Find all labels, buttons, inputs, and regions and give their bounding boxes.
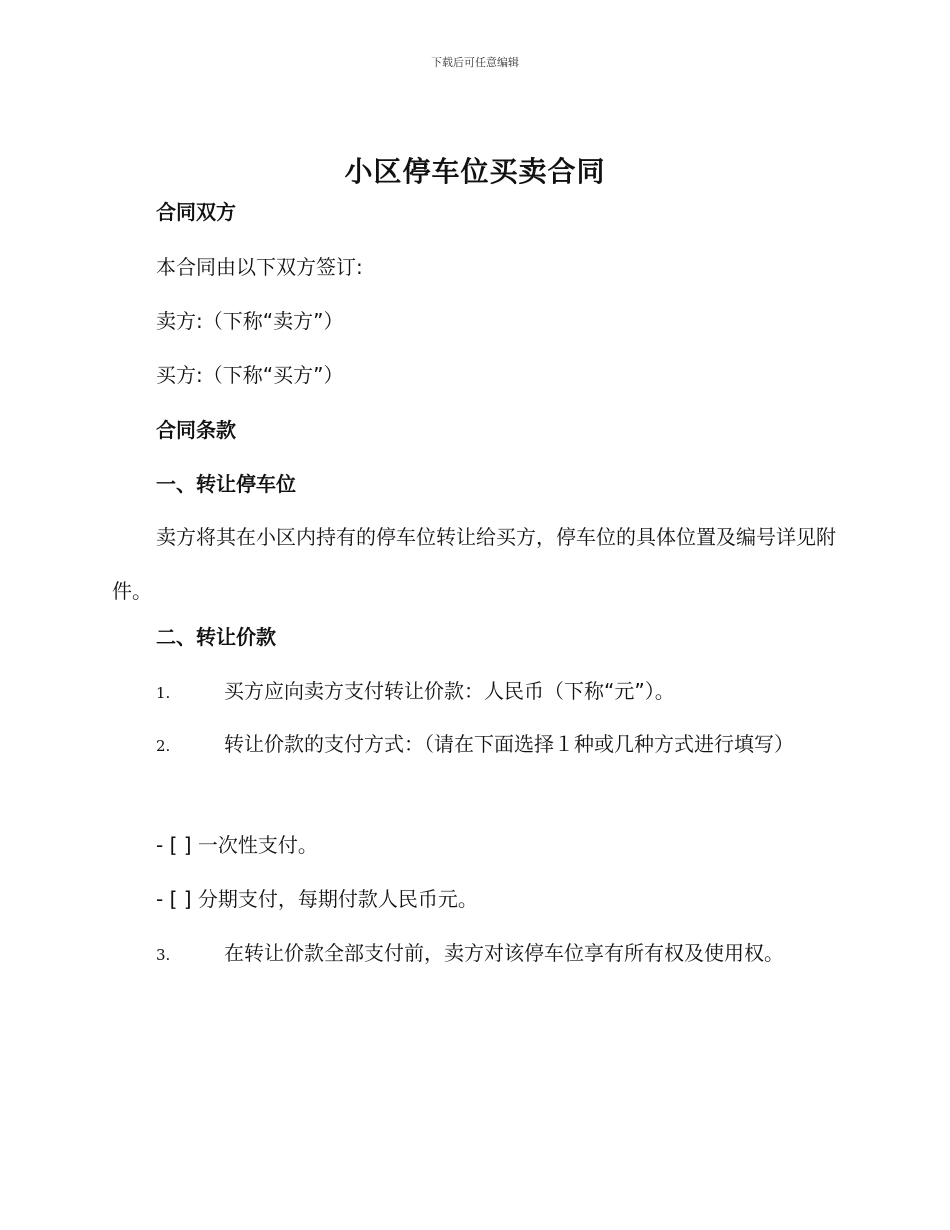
seller-line: 卖方:（下称“卖方”） xyxy=(156,309,344,333)
item-number: 2. xyxy=(156,737,171,755)
item-number: 3. xyxy=(156,946,171,964)
price-item-3 xyxy=(112,930,842,978)
price-item-1 xyxy=(112,668,842,716)
item-text: 转让价款的支付方式：（请在下面选择１种或几种方式进行填写） xyxy=(224,732,794,756)
parties-intro: 本合同由以下双方签订: xyxy=(156,255,363,279)
item-text: 在转让价款全部支付前，卖方对该停车位享有所有权及使用权。 xyxy=(224,941,784,965)
terms-heading: 合同条款 xyxy=(156,418,236,442)
parties-heading: 合同双方 xyxy=(156,200,236,224)
item-text: 买方应向卖方支付转让价款：人民币（下称“元”）。 xyxy=(224,679,675,703)
section1-body: 卖方将其在小区内持有的停车位转让给买方，停车位的具体位置及编号详见附件。 xyxy=(112,525,836,603)
price-item-2 xyxy=(112,722,842,768)
item-number: 1. xyxy=(156,684,171,702)
buyer-line: 买方:（下称“买方”） xyxy=(156,363,344,387)
payment-option-installment: - [ ] 分期支付，每期付款人民币元。 xyxy=(156,887,478,911)
document-title: 小区停车位买卖合同 xyxy=(344,155,606,188)
header-note: 下载后可任意编辑 xyxy=(431,56,519,69)
payment-option-lump-sum: - [ ] 一次性支付。 xyxy=(156,833,318,857)
section1-heading: 一、转让停车位 xyxy=(156,472,296,496)
section2-heading: 二、转让价款 xyxy=(156,625,276,649)
